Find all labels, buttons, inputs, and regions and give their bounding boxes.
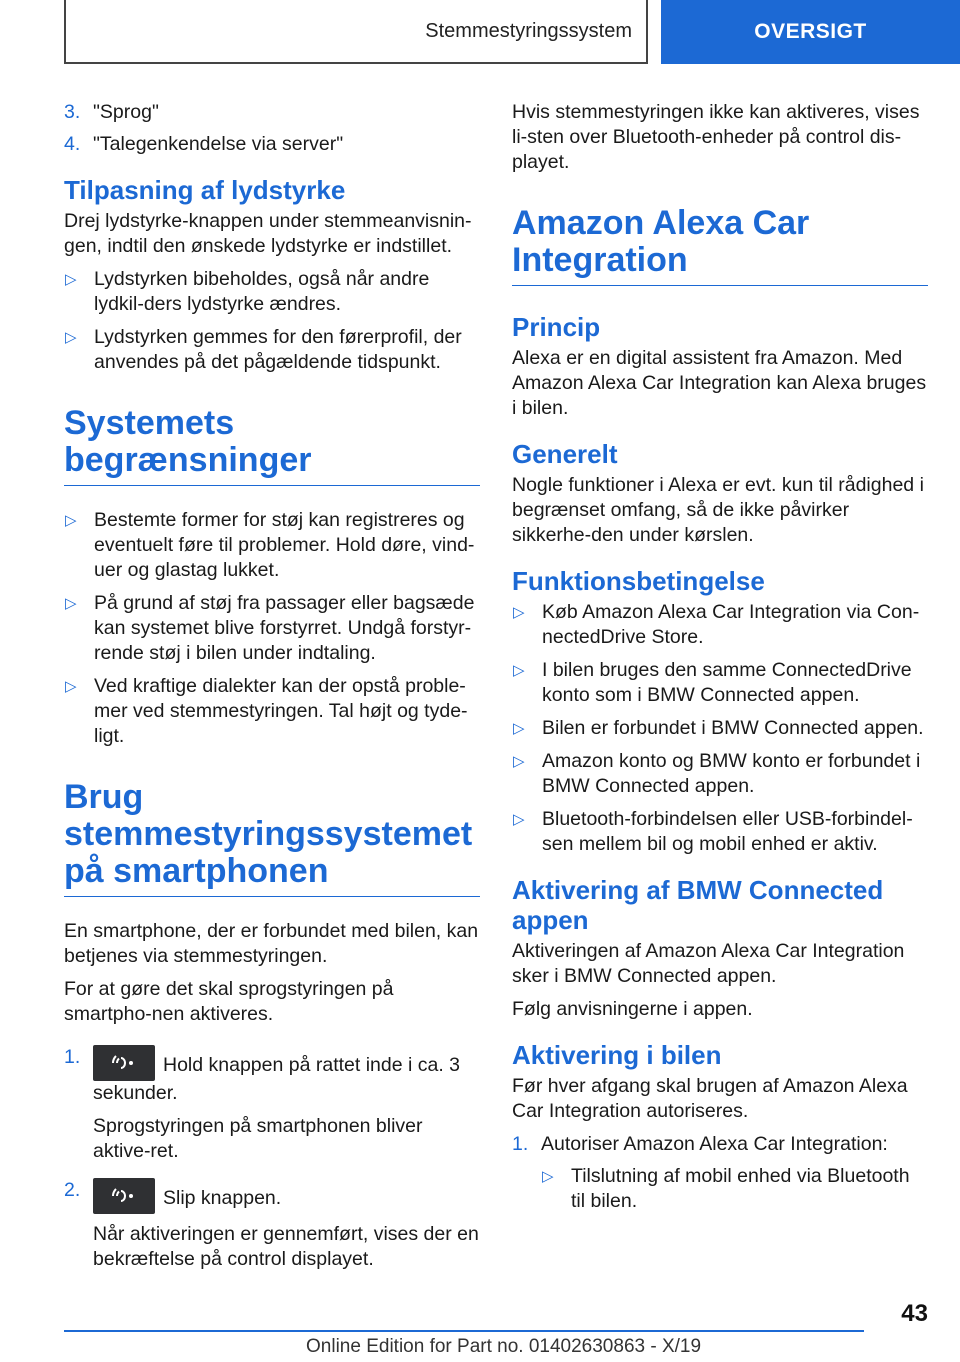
heading-generelt: Generelt — [512, 439, 618, 469]
triangle-bullet-icon: ▷ — [513, 720, 525, 737]
triangle-bullet-icon: ▷ — [513, 604, 525, 621]
bullet-item: ▷ Ved kraftige dialekter kan der opstå proble-mer ved stemmestyringen. Tal højt og tyde-ligt. — [65, 675, 468, 747]
footer-divider — [64, 1330, 864, 1332]
header-section-title: Stemmestyringssystem — [64, 0, 648, 64]
paragraph: Nogle funktioner i Alexa er evt. kun til rådighed i begrænset omfang, så de ikke påvirker sikkerhe-den under kørslen. — [512, 474, 924, 546]
bullet-item: ▷ Køb Amazon Alexa Car Integration via Con-nectedDrive Store. — [513, 601, 920, 648]
paragraph: Alexa er en digital assistent fra Amazon. Med Amazon Alexa Car Integration kan Alexa bruges i bilen. — [512, 347, 927, 419]
step-item: 1. Autoriser Amazon Alexa Car Integration: — [512, 1133, 888, 1155]
bullet-item: ▷ Amazon konto og BMW konto er forbundet i BMW Connected appen. — [513, 750, 921, 797]
triangle-bullet-icon: ▷ — [65, 271, 77, 288]
heading-funktionsbetingelse: Funktionsbetingelse — [512, 566, 765, 596]
heading-princip: Princip — [512, 312, 601, 342]
bullet-item: ▷ I bilen bruges den samme ConnectedDrive konto som i BMW Connected appen. — [513, 659, 912, 706]
heading-smartphone: Brug stemmestyringssystemet på smartphonen — [64, 779, 480, 897]
voice-command-button-icon — [93, 1045, 155, 1081]
triangle-bullet-icon: ▷ — [65, 595, 77, 612]
right-column — [512, 100, 928, 1222]
heading-aktivering-app: Aktivering af BMW Connected appen — [512, 875, 884, 935]
voice-command-button-icon — [93, 1178, 155, 1214]
step-item: 1. Hold knappen på rattet inde i ca. 3 sekunder. Sprogstyringen på smartphonen bliver aktive-ret. — [64, 1046, 461, 1162]
bullet-item: ▷ Bluetooth-forbindelsen eller USB-forbindel-sen mellem bil og mobil enhed er aktiv. — [513, 808, 913, 855]
bullet-item: ▷ Bestemte former for støj kan registreres og eventuelt føre til problemer. Hold døre, vind-uer og glastag lukket. — [65, 509, 475, 581]
left-column — [64, 100, 480, 1279]
triangle-bullet-icon: ▷ — [65, 329, 77, 346]
heading-aktivering-bil: Aktivering i bilen — [512, 1040, 722, 1070]
bullet-item: ▷ Lydstyrken bibeholdes, også når andre lydkil-ders lydstyrke ændres. — [65, 268, 430, 315]
paragraph: Følg anvisningerne i appen. — [512, 998, 753, 1020]
triangle-bullet-icon: ▷ — [542, 1168, 554, 1185]
triangle-bullet-icon: ▷ — [65, 678, 77, 695]
paragraph: Før hver afgang skal brugen af Amazon Alexa Car Integration autoriseres. — [512, 1075, 908, 1122]
heading-volume: Tilpasning af lydstyrke — [64, 175, 346, 205]
footer-edition: Online Edition for Part no. 01402630863 - X/19 — [306, 1336, 702, 1357]
heading-alexa: Amazon Alexa Car Integration — [512, 205, 928, 286]
paragraph: Aktiveringen af Amazon Alexa Car Integration sker i BMW Connected appen. — [512, 940, 905, 987]
triangle-bullet-icon: ▷ — [513, 662, 525, 679]
bullet-item: ▷ På grund af støj fra passager eller bagsæde kan systemet blive forstyrret. Undgå forstyr-rende støj i bilen under indtaling. — [65, 592, 475, 664]
bullet-item: ▷ Bilen er forbundet i BMW Connected appen. — [513, 717, 924, 739]
page-number: 43 — [901, 1300, 928, 1327]
heading-limits: Systemets begrænsninger — [64, 405, 480, 486]
paragraph: For at gøre det skal sprogstyringen på smartpho-nen aktiveres. — [64, 978, 394, 1025]
header-tab-oversigt[interactable]: OVERSIGT — [661, 0, 960, 64]
paragraph: En smartphone, der er forbundet med bilen, kan betjenes via stemmestyringen. — [64, 920, 479, 967]
triangle-bullet-icon: ▷ — [513, 811, 525, 828]
triangle-bullet-icon: ▷ — [65, 512, 77, 529]
list-item: 3. "Sprog" — [64, 101, 159, 123]
bullet-item: ▷ Lydstyrken gemmes for den førerprofil, der anvendes på det pågældende tidspunkt. — [65, 326, 462, 373]
paragraph: Drej lydstyrke-knappen under stemmeanvisnin-gen, indtil den ønskede lydstyrke er indstillet. — [64, 210, 472, 257]
bullet-item: ▷ Tilslutning af mobil enhed via Bluetooth til bilen. — [542, 1165, 910, 1212]
triangle-bullet-icon: ▷ — [513, 753, 525, 770]
paragraph: Hvis stemmestyringen ikke kan aktiveres, vises li-sten over Bluetooth-enheder på control dis-playet. — [512, 101, 920, 173]
list-item: 4. "Talegenkendelse via server" — [64, 133, 344, 155]
step-item: 2. Slip knappen. Når aktiveringen er gennemført, vises der en bekræftelse på control displayet. — [64, 1179, 479, 1270]
